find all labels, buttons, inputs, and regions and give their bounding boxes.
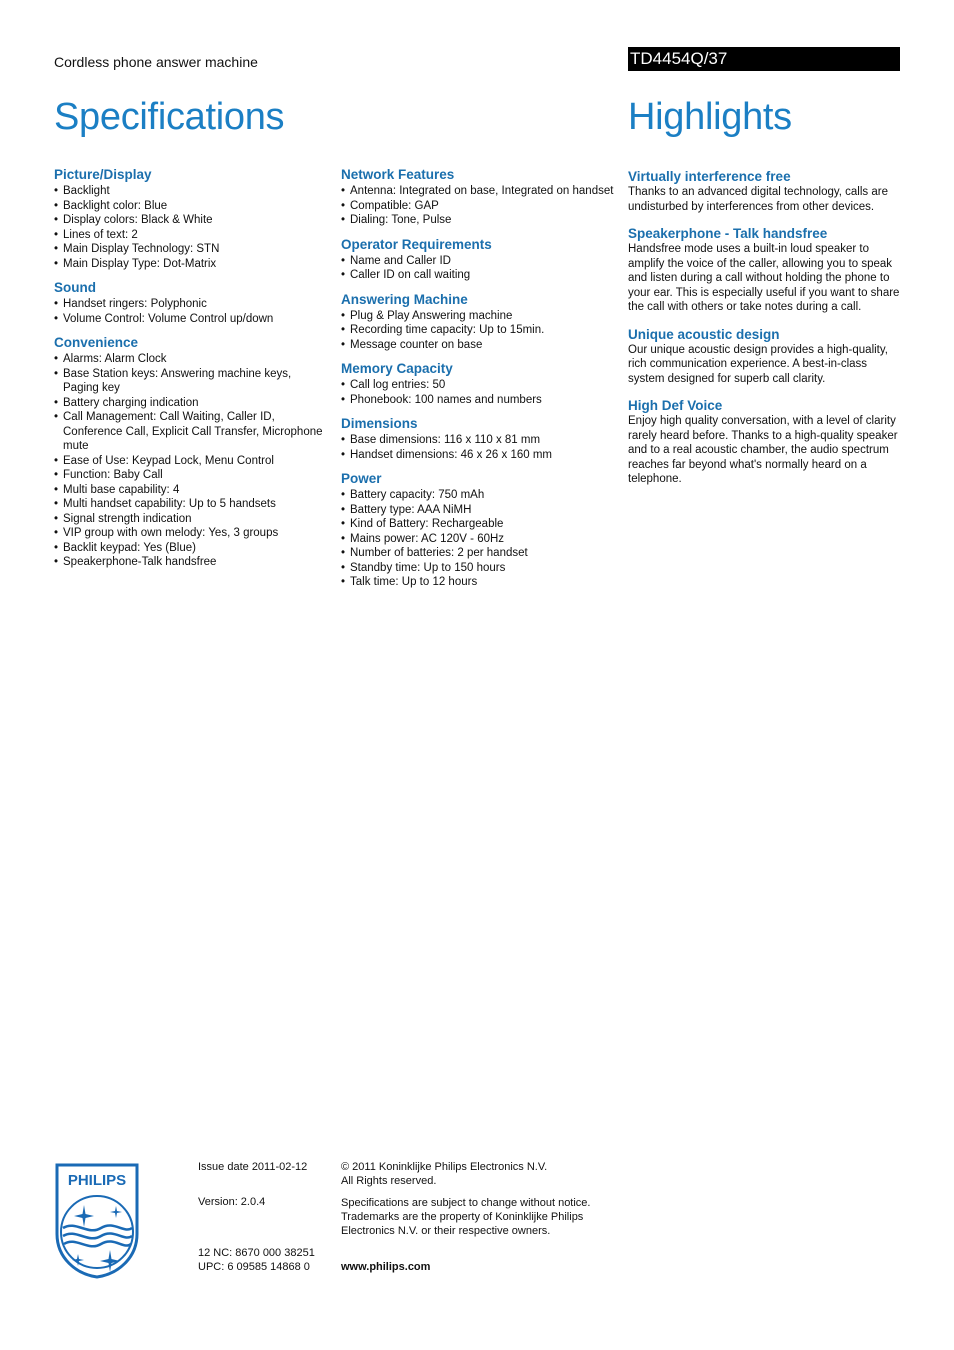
highlight-high-def-voice	[628, 398, 902, 487]
spec-item: • Speakerphone-Talk handsfree	[54, 555, 329, 570]
spec-item: • Battery capacity: 750 mAh	[341, 488, 616, 503]
spec-section-title: Power	[341, 471, 382, 486]
spec-item: • Talk time: Up to 12 hours	[341, 575, 616, 590]
spec-section-title: Picture/Display	[54, 167, 152, 182]
spec-section-picture-display	[54, 167, 329, 271]
spec-item: • Main Display Type: Dot-Matrix	[54, 257, 329, 272]
spec-item: • Dialing: Tone, Pulse	[341, 213, 616, 228]
spec-section-answering-machine	[341, 292, 616, 353]
website-link[interactable]: www.philips.com	[341, 1261, 431, 1273]
logo-wordmark: PHILIPS	[67, 1172, 127, 1189]
spec-item: • Base Station keys: Answering machine keys, Paging key	[54, 367, 329, 396]
spec-list	[54, 352, 329, 570]
spec-item: • Handset ringers: Polyphonic	[54, 297, 329, 312]
spec-list	[341, 254, 616, 283]
disclaimer-line-2: Trademarks are the property of Koninklijke Philips	[341, 1211, 584, 1223]
spec-item: • Call log entries: 50	[341, 378, 616, 393]
disclaimer-line-1: Specifications are subject to change without notice.	[341, 1197, 591, 1209]
highlight-title: High Def Voice	[628, 398, 723, 413]
model-number-badge: TD4454Q/37	[628, 47, 900, 71]
spec-item: • Compatible: GAP	[341, 199, 616, 214]
specifications-title: Specifications	[54, 96, 285, 138]
highlight-title: Speakerphone - Talk handsfree	[628, 226, 828, 241]
version: Version: 2.0.4	[198, 1196, 266, 1208]
spec-item: • Multi handset capability: Up to 5 handsets	[54, 497, 329, 512]
spec-item: • Phonebook: 100 names and numbers	[341, 393, 616, 408]
spec-item: • Handset dimensions: 46 x 26 x 160 mm	[341, 448, 616, 463]
spec-section-title: Dimensions	[341, 416, 418, 431]
highlight-title: Virtually interference free	[628, 169, 791, 184]
spec-section-title: Operator Requirements	[341, 236, 492, 252]
spec-item: • Standby time: Up to 150 hours	[341, 561, 616, 576]
spec-list	[54, 184, 329, 271]
spec-item: • Function: Baby Call	[54, 468, 329, 483]
spec-item: • Base dimensions: 116 x 110 x 81 mm	[341, 433, 616, 448]
spec-section-title: Network Features	[341, 167, 455, 182]
spec-section-sound	[54, 280, 329, 326]
specs-column-2	[341, 167, 616, 599]
highlight-virtually-interference-free	[628, 169, 902, 214]
footer-issue-info	[198, 1160, 315, 1274]
highlight-text: Handsfree mode uses a built-in loud speaker to amplify the voice of the caller, allowing you to speak and listen during a call without holding the phone to your ear. This is especially useful if you want to share the call with others or take notes during a call.	[628, 243, 900, 313]
spec-list	[341, 184, 616, 228]
spec-section-title: Convenience	[54, 335, 139, 350]
highlight-title: Unique acoustic design	[628, 326, 780, 342]
footer-legal	[341, 1160, 590, 1274]
spec-item: • Name and Caller ID	[341, 254, 616, 269]
spec-item: • Alarms: Alarm Clock	[54, 352, 329, 367]
highlight-text: Enjoy high quality conversation, with a level of clarity rarely heard before. Thanks to a high-quality speaker and to a real acoustic chamber, the audio spectrum reaches far beyond what's normally heard on a telephone.	[628, 415, 898, 485]
spec-item: • Display colors: Black & White	[54, 213, 329, 228]
highlights-title: Highlights	[628, 96, 792, 138]
spec-list	[341, 433, 616, 462]
document-subtitle: Cordless phone answer machine	[54, 54, 258, 70]
spec-list	[54, 297, 329, 326]
spec-section-title: Memory Capacity	[341, 361, 453, 376]
spec-section-memory-capacity	[341, 361, 616, 407]
spec-item: • Call Management: Call Waiting, Caller ID, Conference Call, Explicit Call Transfer, Microphone mute	[54, 410, 329, 454]
specs-column-1	[54, 167, 329, 579]
spec-item: • Signal strength indication	[54, 512, 329, 527]
highlight-speakerphone-talk-handsfree	[628, 226, 902, 315]
copyright-line-2: All Rights reserved.	[341, 1175, 437, 1187]
spec-item: • Battery charging indication	[54, 396, 329, 411]
spec-item: • Caller ID on call waiting	[341, 268, 616, 283]
copyright-line-1: © 2011 Koninklijke Philips Electronics N.V.	[341, 1161, 548, 1173]
spec-item: • Mains power: AC 120V - 60Hz	[341, 532, 616, 547]
highlight-text: Our unique acoustic design provides a high-quality, rich communication experience. A best-in-class system designed for superb call clarity.	[628, 343, 888, 385]
spec-item: • Battery type: AAA NiMH	[341, 503, 616, 518]
spec-item: • Antenna: Integrated on base, Integrated on handset	[341, 184, 616, 199]
spec-item: • Multi base capability: 4	[54, 483, 329, 498]
spec-list	[341, 309, 616, 353]
spec-item: • Number of batteries: 2 per handset	[341, 546, 616, 561]
spec-item: • Lines of text: 2	[54, 228, 329, 243]
spec-list	[341, 378, 616, 407]
spec-list	[341, 488, 616, 590]
spec-item: • Backlight	[54, 184, 329, 199]
nc-code: 12 NC: 8670 000 38251	[198, 1247, 315, 1259]
highlight-text: Thanks to an advanced digital technology, calls are undisturbed by interferences from other devices.	[628, 186, 888, 213]
spec-section-dimensions	[341, 416, 616, 462]
highlights-column	[628, 169, 902, 499]
spec-section-title: Sound	[54, 280, 96, 295]
spec-item: • Plug & Play Answering machine	[341, 309, 616, 324]
spec-section-operator-requirements	[341, 237, 616, 283]
spec-item: • Ease of Use: Keypad Lock, Menu Control	[54, 454, 329, 469]
spec-section-network-features	[341, 167, 616, 228]
disclaimer-line-3: Electronics N.V. or their respective owners.	[341, 1225, 551, 1237]
spec-item: • Recording time capacity: Up to 15min.	[341, 323, 616, 338]
spec-item: • Backlit keypad: Yes (Blue)	[54, 541, 329, 556]
spec-item: • VIP group with own melody: Yes, 3 groups	[54, 526, 329, 541]
philips-shield-logo	[54, 1162, 140, 1279]
upc-code: UPC: 6 09585 14868 0	[198, 1261, 310, 1273]
spec-item: • Main Display Technology: STN	[54, 242, 329, 257]
spec-item: • Kind of Battery: Rechargeable	[341, 517, 616, 532]
issue-date: Issue date 2011-02-12	[198, 1161, 308, 1173]
spec-item: • Message counter on base	[341, 338, 616, 353]
spec-section-power	[341, 471, 616, 590]
spec-item: • Volume Control: Volume Control up/down	[54, 312, 329, 327]
spec-item: • Backlight color: Blue	[54, 199, 329, 214]
spec-section-title: Answering Machine	[341, 291, 468, 307]
highlight-unique-acoustic-design	[628, 327, 902, 387]
spec-section-convenience	[54, 335, 329, 570]
